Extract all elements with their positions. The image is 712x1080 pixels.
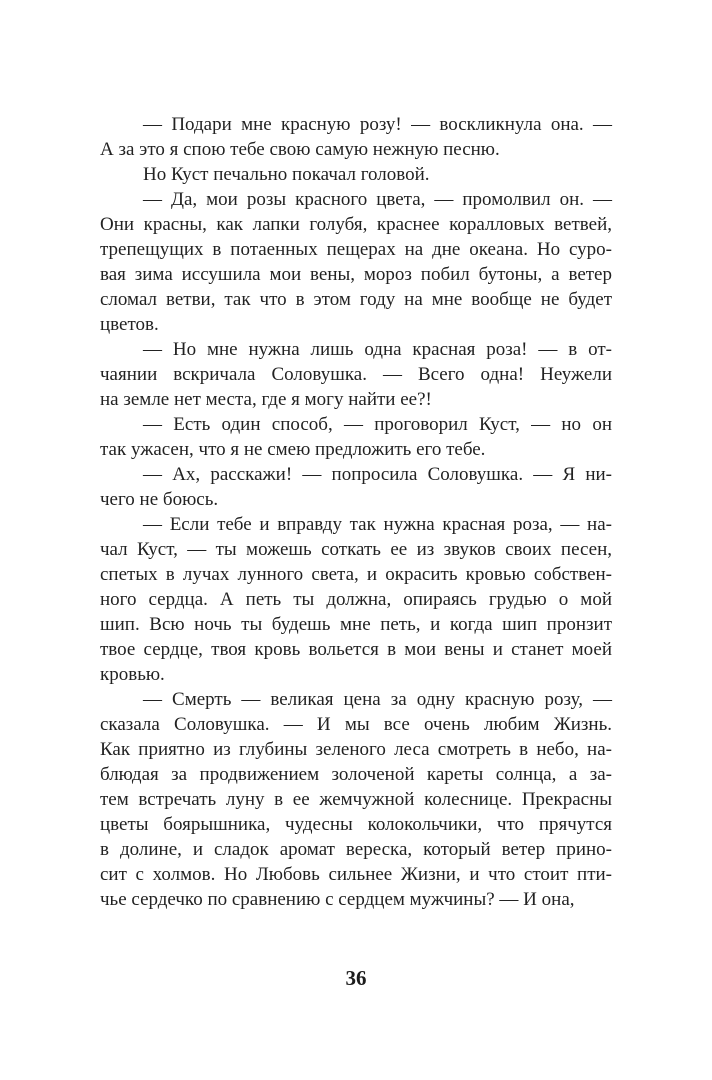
paragraph xyxy=(100,187,612,337)
text-line: спетых в лучах лунного света, и окрасить кровью собствен- xyxy=(100,564,612,585)
paragraph xyxy=(100,337,612,412)
text-line: Но Куст печально покачал головой. xyxy=(143,164,430,185)
text-line: цветов. xyxy=(100,314,159,335)
paragraph xyxy=(100,412,612,462)
text-line: в долине, и сладок аромат вереска, который ветер прино- xyxy=(100,839,612,860)
text-line: вая зима иссушила мои вены, мороз побил бутоны, а ветер xyxy=(100,264,612,285)
text-line: шип. Всю ночь ты будешь мне петь, и когда шип пронзит xyxy=(100,614,612,635)
text-line: чал Куст, — ты можешь соткать ее из звуков своих песен, xyxy=(100,539,612,560)
text-line: Они красны, как лапки голубя, краснее коралловых ветвей, xyxy=(100,214,612,235)
text-line: так ужасен, что я не смею предложить его тебе. xyxy=(100,439,486,460)
text-line: — Ах, расскажи! — попросила Соловушка. — Я ни- xyxy=(143,464,612,485)
text-block xyxy=(100,112,612,912)
paragraph xyxy=(100,112,612,162)
text-line: чаянии вскричала Соловушка. — Всего одна! Неужели xyxy=(100,364,612,385)
text-line: трепещущих в потаенных пещерах на дне океана. Но суро- xyxy=(100,239,612,260)
text-line: Как приятно из глубины зеленого леса смотреть в небо, на- xyxy=(100,739,612,760)
text-line: блюдая за продвижением золоченой кареты солнца, а за- xyxy=(100,764,612,785)
paragraph xyxy=(100,162,612,187)
text-line: сит с холмов. Но Любовь сильнее Жизни, и что стоит пти- xyxy=(100,864,612,885)
text-line: — Но мне нужна лишь одна красная роза! — в от- xyxy=(143,339,612,360)
text-line: — Подари мне красную розу! — воскликнула она. — xyxy=(143,114,612,135)
paragraph xyxy=(100,687,612,912)
text-line: — Есть один способ, — проговорил Куст, — но он xyxy=(143,414,612,435)
text-line: чего не боюсь. xyxy=(100,489,219,510)
text-line: кровью. xyxy=(100,664,165,685)
text-line: ного сердца. А петь ты должна, опираясь грудью о мой xyxy=(100,589,612,610)
text-line: твое сердце, твоя кровь вольется в мои вены и станет моей xyxy=(100,639,612,660)
page-number: 36 xyxy=(345,966,367,990)
paragraph xyxy=(100,462,612,512)
text-line: — Да, мои розы красного цвета, — промолвил он. — xyxy=(143,189,612,210)
text-line: — Смерть — великая цена за одну красную розу, — xyxy=(143,689,612,710)
text-line: — Если тебе и вправду так нужна красная роза, — на- xyxy=(143,514,612,535)
paragraph xyxy=(100,512,612,687)
text-line: цветы боярышника, чудесны колокольчики, что прячутся xyxy=(100,814,612,835)
text-line: А за это я спою тебе свою самую нежную песню. xyxy=(100,139,500,160)
text-line: чье сердечко по сравнению с сердцем мужчины? — И она, xyxy=(100,889,575,910)
text-line: сломал ветви, так что в этом году на мне вообще не будет xyxy=(100,289,612,310)
text-line: тем встречать луну в ее жемчужной колеснице. Прекрасны xyxy=(100,789,612,810)
text-line: на земле нет места, где я могу найти ее?! xyxy=(100,389,432,410)
text-line: сказала Соловушка. — И мы все очень любим Жизнь. xyxy=(100,714,612,735)
